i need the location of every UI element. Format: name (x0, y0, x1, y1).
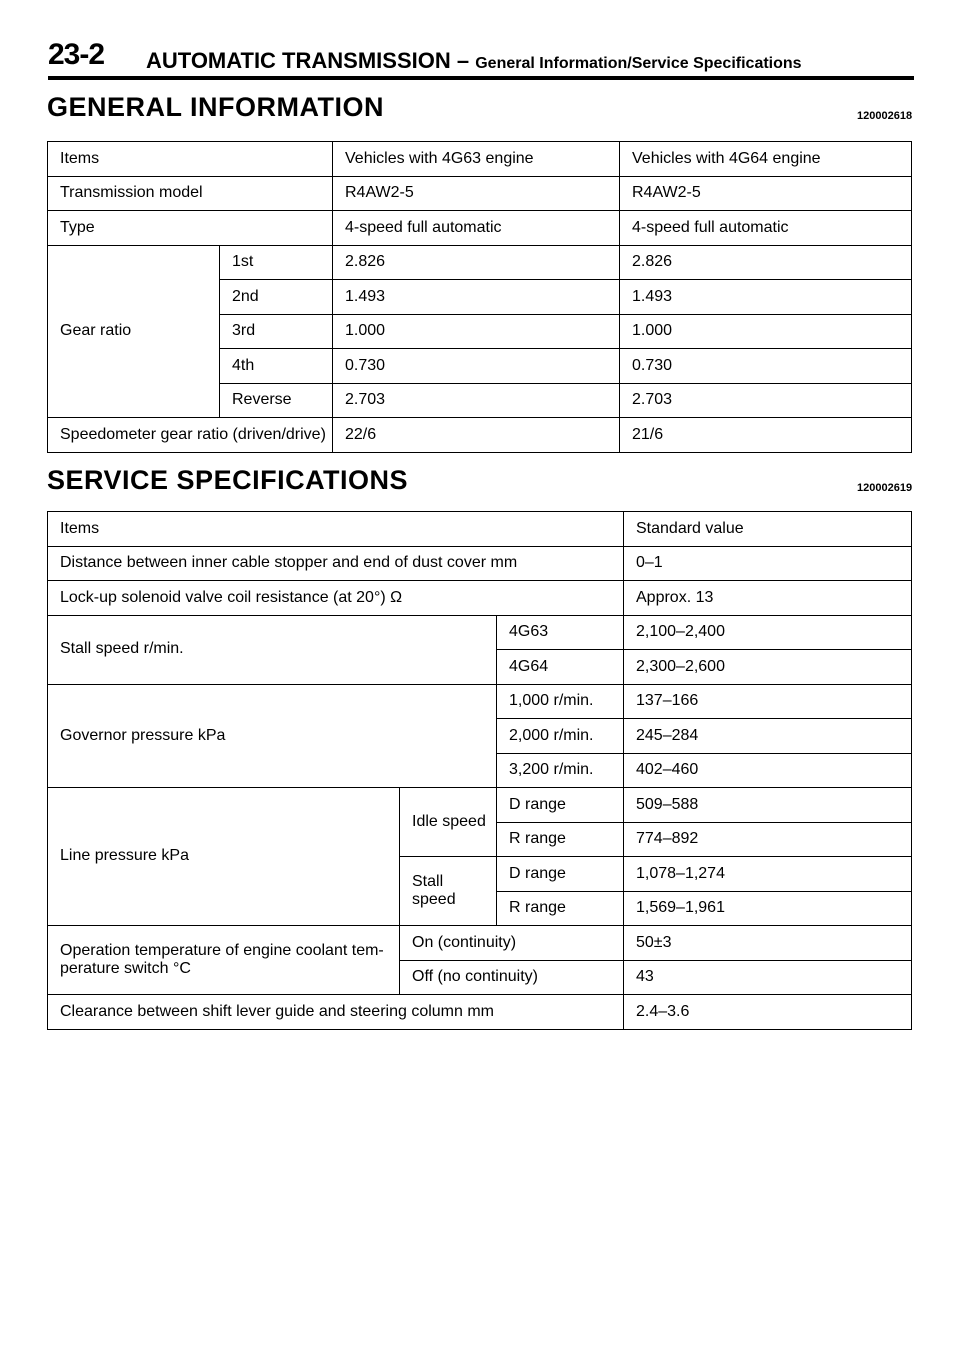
gear-name: 1st (220, 245, 333, 280)
table-row (48, 176, 912, 211)
coolant-switch-label: Operation temperature of engine coolant tem-perature switch °C (48, 926, 400, 995)
stall-engine: 4G63 (497, 615, 624, 650)
coolant-value: 43 (624, 960, 912, 995)
coolant-state: On (continuity) (400, 926, 624, 961)
line-value: 1,078–1,274 (624, 857, 912, 892)
general-info-title: GENERAL INFORMATION (47, 92, 384, 122)
shift-lever-label: Clearance between shift lever guide and steering column mm (48, 995, 624, 1030)
chapter-name: AUTOMATIC TRANSMISSION (146, 48, 451, 73)
chapter-dash: – (456, 48, 470, 73)
gear-ratio-4g64: 2.703 (620, 383, 912, 418)
stall-speed-sublabel: Stall speed (400, 857, 497, 926)
line-range: R range (497, 822, 624, 857)
line-pressure-label: Line pressure kPa (48, 788, 400, 926)
header-items: Items (48, 512, 624, 547)
stall-speed-label: Stall speed r/min. (48, 615, 497, 684)
gear-ratio-4g63: 2.826 (333, 245, 620, 280)
gear-ratio-label: Gear ratio (48, 245, 220, 418)
header-items: Items (48, 142, 333, 177)
coolant-state: Off (no continuity) (400, 960, 624, 995)
governor-speed: 2,000 r/min. (497, 719, 624, 754)
gear-name: 3rd (220, 314, 333, 349)
governor-speed: 1,000 r/min. (497, 684, 624, 719)
service-specs-code: 120002619 (857, 482, 913, 494)
line-range: D range (497, 857, 624, 892)
gear-ratio-4g64: 1.493 (620, 280, 912, 315)
table-row (48, 684, 912, 719)
type-4g64: 4-speed full automatic (620, 211, 912, 246)
table-row (48, 245, 912, 280)
table-row (48, 546, 912, 581)
solenoid-value: Approx. 13 (624, 581, 912, 616)
header-4g64: Vehicles with 4G64 engine (620, 142, 912, 177)
speedometer-label: Speedometer gear ratio (driven/drive) (48, 418, 333, 453)
stall-value: 2,100–2,400 (624, 615, 912, 650)
table-row (48, 995, 912, 1030)
gear-ratio-4g63: 1.493 (333, 280, 620, 315)
table-row (48, 926, 912, 961)
stall-engine: 4G64 (497, 650, 624, 685)
table-header-row (48, 142, 912, 177)
shift-lever-value: 2.4–3.6 (624, 995, 912, 1030)
governor-label: Governor pressure kPa (48, 684, 497, 788)
general-info-table (47, 141, 912, 453)
line-value: 774–892 (624, 822, 912, 857)
speedometer-4g64: 21/6 (620, 418, 912, 453)
table-row (48, 615, 912, 650)
gear-ratio-4g63: 2.703 (333, 383, 620, 418)
governor-speed: 3,200 r/min. (497, 753, 624, 788)
gear-ratio-4g64: 1.000 (620, 314, 912, 349)
governor-value: 245–284 (624, 719, 912, 754)
coolant-value: 50±3 (624, 926, 912, 961)
general-info-code: 120002618 (857, 110, 913, 122)
chapter-subtitle: General Information/Service Specifications (475, 55, 802, 72)
transmission-model-4g64: R4AW2-5 (620, 176, 912, 211)
service-specs-title: SERVICE SPECIFICATIONS (47, 465, 409, 495)
gear-ratio-4g64: 2.826 (620, 245, 912, 280)
header-rule (48, 76, 914, 80)
table-row (48, 581, 912, 616)
stall-value: 2,300–2,600 (624, 650, 912, 685)
transmission-model-4g63: R4AW2-5 (333, 176, 620, 211)
type-label: Type (48, 211, 333, 246)
line-range: R range (497, 891, 624, 926)
table-row (48, 418, 912, 453)
table-header-row (48, 512, 912, 547)
idle-speed-label: Idle speed (400, 788, 497, 857)
speedometer-4g63: 22/6 (333, 418, 620, 453)
dust-cover-value: 0–1 (624, 546, 912, 581)
solenoid-label: Lock-up solenoid valve coil resistance (at 20°) Ω (48, 581, 624, 616)
page-number: 23-2 (48, 38, 105, 71)
gear-ratio-4g64: 0.730 (620, 349, 912, 384)
header-4g63: Vehicles with 4G63 engine (333, 142, 620, 177)
line-value: 509–588 (624, 788, 912, 823)
page-header (48, 38, 910, 78)
gear-ratio-4g63: 1.000 (333, 314, 620, 349)
line-range: D range (497, 788, 624, 823)
service-specs-table (47, 511, 912, 1030)
table-row (48, 211, 912, 246)
header-standard-value: Standard value (624, 512, 912, 547)
gear-name: 4th (220, 349, 333, 384)
governor-value: 137–166 (624, 684, 912, 719)
gear-name: 2nd (220, 280, 333, 315)
gear-ratio-4g63: 0.730 (333, 349, 620, 384)
governor-value: 402–460 (624, 753, 912, 788)
dust-cover-label: Distance between inner cable stopper and end of dust cover mm (48, 546, 624, 581)
line-value: 1,569–1,961 (624, 891, 912, 926)
gear-name: Reverse (220, 383, 333, 418)
transmission-model-label: Transmission model (48, 176, 333, 211)
table-row (48, 788, 912, 823)
chapter-title (146, 48, 802, 74)
type-4g63: 4-speed full automatic (333, 211, 620, 246)
